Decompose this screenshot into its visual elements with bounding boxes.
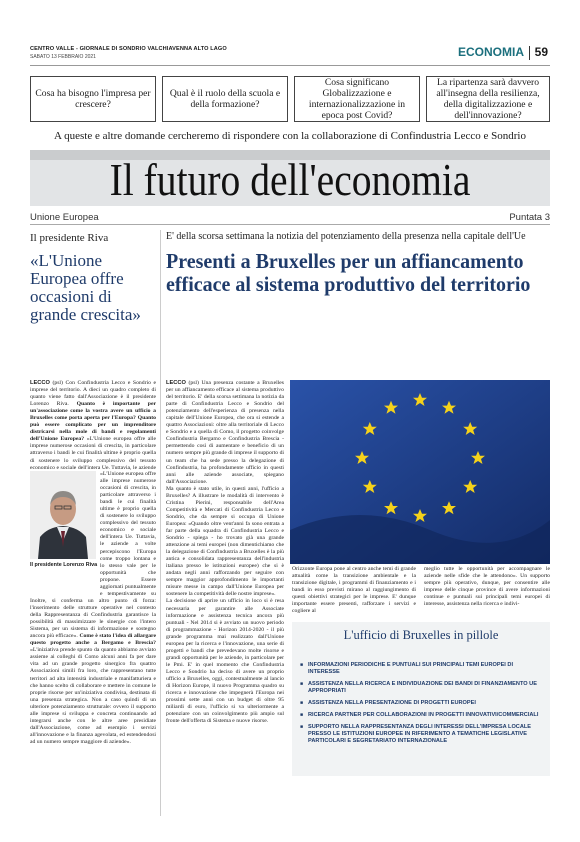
interview-question: Quanto è importante per un'associazione come la vostra avere un ufficio a Bruxelles come porta aperta per l'Europa? Quanto può essere complicato per un imprenditore districarsi nella mole di bandi e regolamenti dell'Unione Europea? [30,401,156,443]
interview-column-wrap [100,471,156,597]
interview-paragraph: «L'iniziativa prende spunto da quanto abbiamo avviato assieme ai colleghi di Como alcuni anni fa per dare vita ad un grande progetto sinergico fra quattro Associazioni simili fra loro, che rappresentano tutte territori ad alta intensità industriale e manifatturiera e che hanno scelto di collaborare e mettere in comune le proprie risorse per un'iniziativa condivisa, destinata di una presenza strategica. Non a caso quindi di un ulteriore potenziamento strutturale: ovvero il supporto alle imprese si sviluppa e concreta continuando ad integrarsi anche con le altre aree presidiate dall'Associazione, come ad esempio i servizi all'innovazione e la finanza agevolata, ed estendendosi ad un numero sempre maggiore di aziende». [30,647,156,745]
title-banner [30,150,550,206]
headline-line-1: Presenti a Bruxelles per un affiancamento [166,249,524,273]
masthead-divider [529,46,530,60]
interview-question: Come è stato l'idea di allargare questo progetto anche a Bergamo e Brescia? [30,633,156,647]
article-column-3a [424,566,550,622]
article-column-2 [292,566,416,622]
rubric-left: Unione Europea [30,212,99,223]
interview-column-bottom [30,598,156,812]
interview-paragraph: Inoltre, si conferma un altro punto di forza: l'inserimento delle strutture operative nel contesto della Rappresentanza di Confindustria garantisce la possibilità di massimizzare le sinergie con l'intero Sistema, per un sistema di informazione e sostegno ancora più efficace». [30,598,156,640]
article-kicker: E' della scorsa settimana la notizia del potenziamento della presenza nella capitale dell'Ue [166,231,526,242]
issue-date: SABATO 13 FEBBRAIO 2021 [30,54,96,60]
page-number: 59 [534,45,548,59]
pill-item: ■ ASSISTENZA NELLA RICERCA E INDIVIDUAZIONE DEI BANDI DI FINANZIAMENTO UE APPROPRIATI [300,681,544,695]
question-box-2 [162,76,288,122]
president-photo [30,471,96,559]
masthead [30,44,550,66]
question-text: Cosa significano Globalizzazione e internazionalizzazione in epoca post Covid? [308,77,406,121]
pill-item: ■ RICERCA PARTNER PER COLLABORAZIONI IN PROGETTI INNOVATIVI/COMMERCIALI [300,712,544,719]
question-text: Qual è il ruolo della scuola e della formazione? [169,88,281,110]
interview-paragraph: «L'Unione europea offre alle imprese numerose occasioni di crescita, in particolare attraverso i bandi le cui finalità ultime è proprio quella di sostenere lo sviluppo complessivo del tessuto economico e sociale dell'intera Ue. Tuttavia, le aziende a volte percepiscono l'Europa come troppo lontana e lo stesso vale per le opportunità che propone. Essere aggiornati puntualmente e tempestivamente su [100,471,156,597]
question-box-4 [426,76,550,122]
section-label: ECONOMIA [458,45,524,59]
interview-kicker: Il presidente Riva [30,232,109,244]
headline-line-2: efficace al sistema produttivo del territorio [166,272,531,296]
article-paragraph: (psl) Una presenza costante a Bruxelles per un affiancamento efficace al sistema produttivo del territorio. E' della scorsa settimana la notizia da parte di Confindustria Lecco e Sondrio del potenziamento dell'esperienza di presenza nella capitale dell'Unione Europea, che ora si estende a quattro Associazioni: oltre alla territoriale di Lecco e Sondrio e a quella di Como, il progetto coinvolge Confindustria Bergamo e Confindustria Brescia - permettendo così di aumentare e beneficio di un numero sempre più grande di imprese il supporto di un team che ha sede presso la delegazione di Confindustria, ha profondamente ufficio in questi anni alle aziende associate, spiegano dall'Associazione. [166,380,284,485]
article-paragraph: Orizzonte Europa pone al centro anche temi di grande attualità come la transizione ambientale e la transizione digitale, i programmi di finanziamento e i bandi in esso previsti mirano al raggiungimento di questi obiettivi strategici per le imprese. E' dunque importante essere presenti, rafforzare i servizi e cogliere al [292,566,416,615]
article-headline [166,249,531,296]
question-text: La ripartenza sarà davvero all'insegna della resilienza, della digitalizzazione e dell'innovazione? [436,77,540,121]
question-text: Cosa ha bisogno l'impresa per crescere? [35,88,151,110]
interview-column-top [30,380,156,470]
interview-headline: «L'Unione Europea offre occasioni di grande crescita» [30,251,141,324]
pill-item: ■ INFORMAZIONI PERIODICHE E PUNTUALI SUI PRINCIPALI TEMI EUROPEI DI INTERESSE [300,662,544,676]
rubric-rule [30,224,550,225]
article-paragraph: La decisione di aprire un ufficio in loco si è resa necessaria per garantire alle Associate informazione e assistenza tecnica ancora più puntuali - Nel 2014 si è avviato un nuovo periodo di programmazione - Horizon 2014-2020 - il più grande programma mai realizzato dall'Unione europea per la ricerca e l'innovazione, una serie di progetti e bandi che prevedevano molte risorse e grandi opportunità per le aziende, in particolare per le Pmi. E' in quel momento che Confindustria Lecco e Sondrio ha deciso di avere un proprio ufficio a Bruxelles, oggi, contestualmente al lancio di Horizon Europe, il nuovo Programma quadro su ricerca e innovazione che impegnerà l'Europa nei prossimi sette anni con un budget di oltre 95 miliardi di euro, l'ufficio si va ulteriormente a potenziare con un coinvolgimento più ampio sul fronte dell'offerta di Sistema e nuove risorse. [166,598,284,725]
article-paragraph: Ma quanto è stato utile, in questi anni, l'ufficio a Bruxelles? A illustrare le modalità di intervento è Cristina Pierini, responsabile dell'Area Competitività e Mercati di Confindustria Lecco e Sondrio, che da sempre si occupa di Unione Europea: «Quando oltre vent'anni fa sono entrata a far parte della squadra di Confindustria Lecco e Sondrio - spiega - ho trovato già una grande attenzione ai temi europei (non dimentichiamo che la delegazione di Confindustria a Bruxelles è la più antica e consolidata rappresentanza dell'industria italiana presso le istituzioni europee) che si è andata negli anni rafforzando per seguire con sempre maggior approfondimento le importanti misure messe in campo dall'Unione Europea per sostenere la competitività delle nostre imprese». [166,485,284,598]
article-column-1 [166,380,284,814]
interview-paragraph: «L'Unione europea offre alle imprese numerose occasioni di crescita, in particolare attraverso i bandi le cui finalità ultime è proprio quella di sostenere lo sviluppo complessivo del tessuto economico e sociale dell'intera Ue. Tuttavia, le aziende [30,436,156,470]
pill-item: ■ ASSISTENZA NELLA PRESENTAZIONE DI PROGETTI EUROPEI [300,700,544,707]
question-box-1 [30,76,156,122]
article-paragraph: meglio tutte le opportunità per accompagnare le aziende nelle sfide che le attendono». Un supporto sempre più operativo, dunque, per consentire alle imprese delle cinque province di avere informazioni continue e puntuali sui principali temi europei di interesse, assistenza nella ricerca e indivi- [424,566,550,608]
question-box-3 [294,76,420,122]
eu-flag-image [290,380,550,564]
intro-line: A queste e altre domande cercheremo di rispondere con la collaborazione di Confindustria Lecco e Sondrio [54,130,526,142]
column-divider [160,230,161,816]
banner-title: Il futuro dell'economia [109,154,471,205]
rubric-right: Puntata 3 [509,212,550,223]
interview-paragraph: (psl) Con Confindustria Lecco e Sondrio e imprese del territorio. A dieci un quadro completo di quanto viene fatto dall'Associazione è il presidente Lorenzo Riva. [30,380,156,408]
dateline: LECCO [166,380,186,386]
pills-list [300,662,544,750]
photo-caption: Il presidente Lorenzo Riva [30,562,98,568]
pill-item: ■ SUPPORTO NELLA RAPPRESENTANZA DEGLI INTERESSI DELL'IMPRESA LOCALE PRESSO LE ISTITUZIONI EUROPEE IN RIFERIMENTO A TEMATICHE LEGISLATIVE PARTICOLARI E SEGRETARIATO INTERNAZIONALE [300,724,544,745]
pills-title: L'ufficio di Bruxelles in pillole [343,628,499,642]
dateline: LECCO [30,380,50,386]
publication-name: CENTRO VALLE - GIORNALE DI SONDRIO VALCHIAVENNA ALTO LAGO [30,46,227,52]
